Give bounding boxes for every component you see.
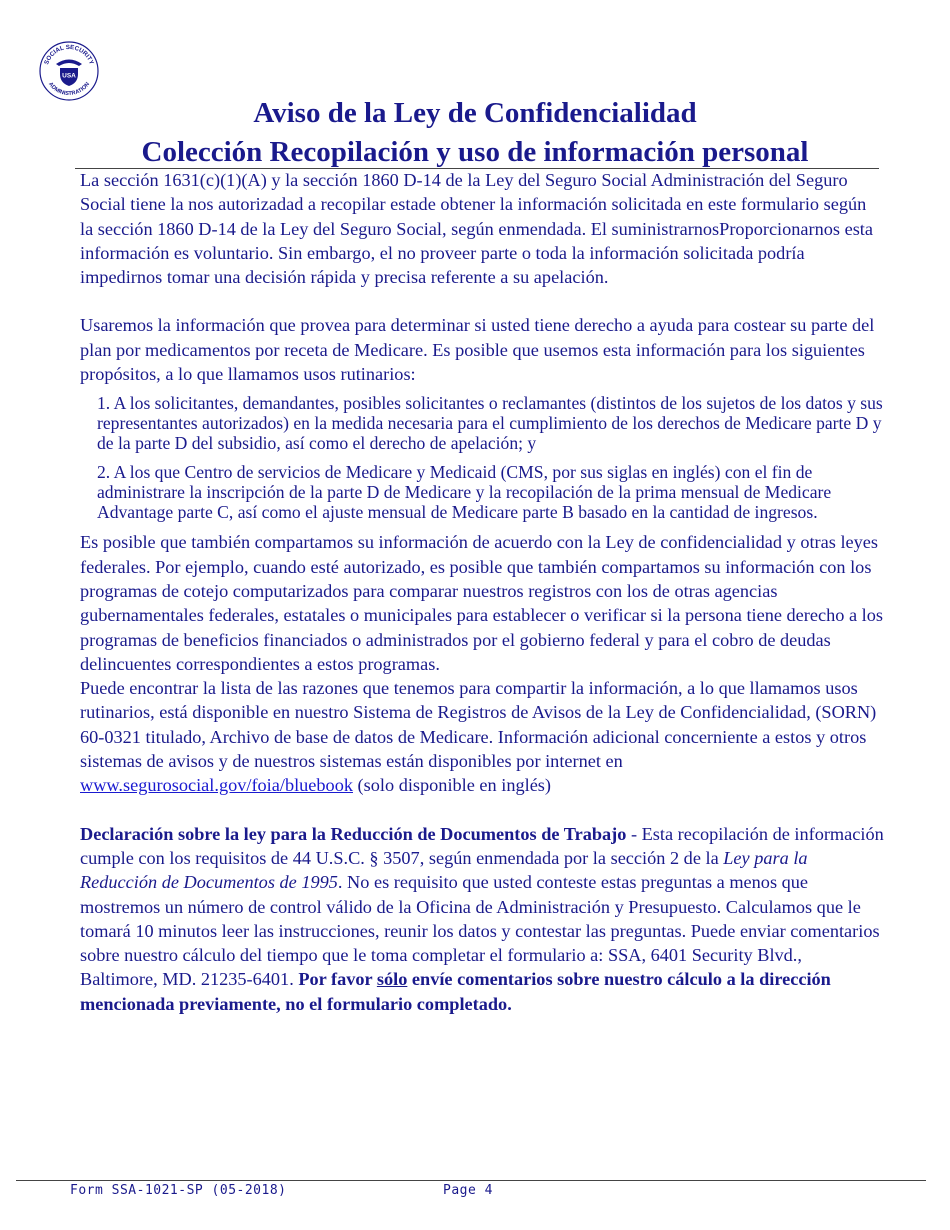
form-number: Form SSA-1021-SP (05-2018): [70, 1183, 287, 1198]
paragraph-paperwork-act: Declaración sobre la ley para la Reducción de Documentos de Trabajo - Esta recopilación de información cumple con los requisitos de 44 U.S.C. § 3507, según enmendada por la sección 2 de la Ley para la Reducción de Documentos de 1995. No es requisito que usted conteste estas preguntas a menos que mostremos un número de control válido de la Oficina de Administración y Presupuesto. Calculamos que le tomará 10 minutos leer las instrucciones, reunir los datos y contestar las preguntas. Puede enviar comentarios sobre nuestro cálculo del tiempo que le toma completar el formulario a: SSA, 6401 Security Blvd., Baltimore, MD. 21235-6401. Por favor sólo envíe comentarios sobre nuestro cálculo a la dirección mencionada previamente, no el formulario completado.: [80, 823, 884, 1014]
page-title: Aviso de la Ley de Confidencialidad: [253, 97, 697, 129]
ssa-seal-logo: [38, 40, 100, 102]
page-subtitle: Colección Recopilación y uso de información personal: [141, 136, 809, 168]
seal-top-text: SOCIAL SECURITY: [43, 43, 95, 66]
seal-bottom-text: ADMINISTRATION: [46, 81, 92, 98]
list-item: 1. A los solicitantes, demandantes, posibles solicitantes o reclamantes (distintos de los sujetos de los datos y sus representantes autorizados) en la medida necesaria para el cumplimiento de los derechos de Medicare parte D y de la parte D del subsidio, así como el derecho de apelación; y: [97, 393, 883, 454]
paragraph-usage: Usaremos la información que provea para determinar si usted tiene derecho a ayuda para costear su parte del plan por medicamentos por receta de Medicare. Es posible que usemos esta información para los siguientes propósitos, a lo que llamamos usos rutinarios:: [80, 315, 875, 385]
law-name: Ley para la Reducción de Documentos de 1995: [80, 847, 808, 893]
footer-divider: [16, 1180, 926, 1181]
paragraph-sharing: Es posible que también compartamos su información de acuerdo con la Ley de confidencialidad y otras leyes federales. Por ejemplo, cuando esté autorizado, es posible que también compartamos su información con los programas de cotejo computarizados para comparar nuestros registros con los de otras agencias gubernamentales federales, estatales o municipales para establecer o verificar si la persona tiene derecho a los programas de beneficios financiados o administrados por el gobierno federal y para el cobro de deudas delincuentes correspondientes a estos programas.: [80, 532, 883, 674]
list-item: 2. A los que Centro de servicios de Medicare y Medicaid (CMS, por sus siglas en inglés) con el fin de administrare la inscripción de la parte D de Medicare y la recopilación de la prima mensual de Medicare Advantage parte C, así como el ajuste mensual de Medicare parte B basado en la cantidad de ingresos.: [97, 462, 832, 523]
paragraph-authority: La sección 1631(c)(1)(A) y la sección 1860 D-14 de la Ley del Seguro Social Administración del Seguro Social tiene la nos autorizadad a recopilar estade obtener la información solicitada en este formulario según la sección 1860 D-14 de la Ley del Seguro Social, según enmendada. El suministrarnosProporcionarnos esta información es voluntario. Sin embargo, el no proveer parte o toda la información solicitada podría impedirnos tomar una decisión rápida y precisa referente a su apelación.: [80, 170, 874, 288]
page-number: Page 4: [443, 1183, 493, 1198]
paragraph-routine-uses: Puede encontrar la lista de las razones que tenemos para compartir la información, a lo que llamamos usos rutinarios, está disponible en nuestro Sistema de Registros de Avisos de la Ley de Confidencialidad, (SORN) 60-0321 titulado, Archivo de base de datos de Medicare. Información adicional concerniente a estos y otros sistemas de avisos y de nuestros sistemas están disponibles por internet en www.segurosocial.gov/foia/bluebook (solo disponible en inglés): [80, 678, 877, 796]
document-body: [80, 168, 884, 1016]
paperwork-heading: Declaración sobre la ley para la Reducción de Documentos de Trabajo: [80, 823, 627, 844]
bluebook-link[interactable]: www.segurosocial.gov/foia/bluebook: [80, 775, 353, 796]
svg-text:SOCIAL SECURITY: [43, 44, 95, 66]
seal-center-text: USA: [62, 72, 76, 80]
